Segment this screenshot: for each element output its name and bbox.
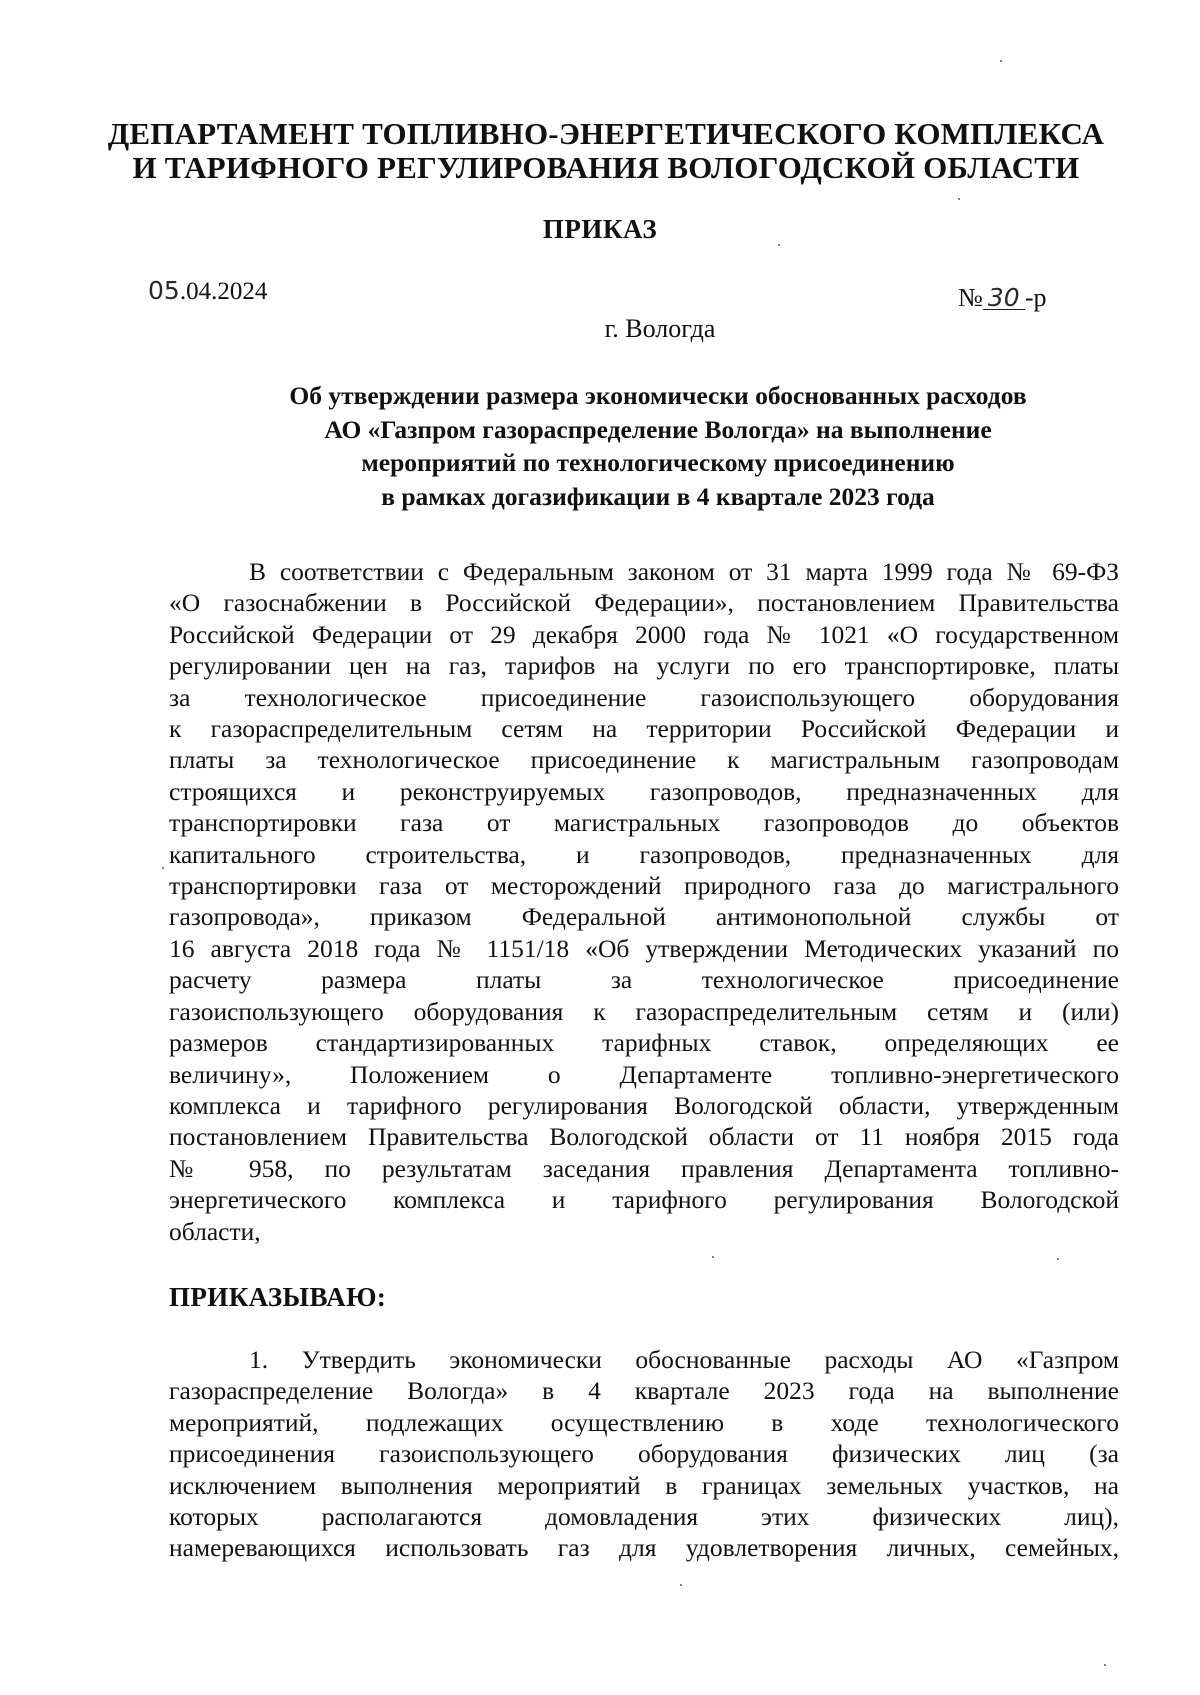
scan-speck xyxy=(778,244,780,246)
subject-line: в рамках догазификации в 4 квартале 2023 года xyxy=(381,481,935,511)
preamble-line: В соответствии с Федеральным законом от 31 марта 1999 года № 69-ФЗ xyxy=(249,557,1119,586)
department-name-line-2: И ТАРИФНОГО РЕГУЛИРОВАНИЯ ВОЛОГОДСКОЙ ОБЛАСТИ xyxy=(132,150,1080,185)
scan-speck xyxy=(680,1584,682,1586)
item-1-line: 1. Утвердить экономически обоснованные расходы АО «Газпром xyxy=(249,1345,1119,1374)
preamble-line: платы за технологическое присоединение к магистральным газопроводам xyxy=(169,745,1119,775)
scan-speck xyxy=(1057,1258,1059,1260)
scan-speck xyxy=(958,198,960,200)
preamble-line: области, xyxy=(169,1216,261,1246)
preamble-line: строящихся и реконструируемых газопроводов, предназначенных для xyxy=(169,776,1119,806)
preamble-line: газоиспользующего оборудования к газораспределительным сетям и (или) xyxy=(169,996,1119,1026)
order-date-handwritten-day: 05 xyxy=(148,276,180,305)
scan-speck xyxy=(1000,60,1002,62)
order-directive-heading: ПРИКАЗЫВАЮ: xyxy=(169,1282,387,1312)
order-number xyxy=(958,283,1046,313)
order-number-prefix: № xyxy=(958,283,983,312)
scan-speck xyxy=(162,867,164,869)
scan-speck xyxy=(1104,1664,1106,1666)
preamble-line: величину», Положением о Департаменте топливно-энергетического xyxy=(169,1059,1119,1089)
item-1-line: газораспределение Вологда» в 4 квартале 2023 года на выполнение xyxy=(169,1376,1119,1406)
item-1-line: намеревающихся использовать газ для удовлетворения личных, семейных, xyxy=(169,1533,1119,1563)
department-name-line-1: ДЕПАРТАМЕНТ ТОПЛИВНО-ЭНЕРГЕТИЧЕСКОГО КОМПЛЕКСА xyxy=(107,116,1105,151)
preamble-line: газопровода», приказом Федеральной антимонопольной службы от xyxy=(169,902,1119,932)
preamble-line: транспортировки газа от месторождений природного газа до магистрального xyxy=(169,871,1119,901)
subject-line: АО «Газпром газораспределение Вологда» на выполнение xyxy=(324,414,992,444)
item-1-line: присоединения газоиспользующего оборудования физических лиц (за xyxy=(169,1439,1119,1469)
preamble-line: № 958, по результатам заседания правления Департамента топливно- xyxy=(169,1153,1119,1183)
subject-line: мероприятий по технологическому присоединению xyxy=(361,448,955,477)
order-date-printed: .04.2024 xyxy=(179,278,268,305)
preamble-line: расчету размера платы за технологическое присоединение xyxy=(169,965,1119,995)
preamble-line: регулировании цен на газ, тарифов на услуги по его транспортировке, платы xyxy=(169,651,1119,681)
preamble-line: комплекса и тарифного регулирования Вологодской области, утвержденным xyxy=(169,1090,1119,1120)
preamble-line: капитального строительства, и газопроводов, предназначенных для xyxy=(169,839,1119,869)
scan-speck xyxy=(712,1256,714,1258)
preamble-line: 16 августа 2018 года № 1151/18 «Об утверждении Методических указаний по xyxy=(169,933,1119,963)
order-date xyxy=(148,276,267,307)
item-1-line: исключением выполнения мероприятий в границах земельных участков, на xyxy=(169,1470,1119,1500)
preamble-line: за технологическое присоединение газоиспользующего оборудования xyxy=(169,682,1119,712)
order-item-1 xyxy=(169,1344,1119,1564)
preamble-line: постановлением Правительства Вологодской области от 11 ноября 2015 года xyxy=(169,1122,1119,1152)
preamble-line: к газораспределительным сетям на территории Российской Федерации и xyxy=(169,714,1119,744)
preamble-line: транспортировки газа от магистральных газопроводов до объектов xyxy=(169,808,1119,838)
document-type-title: ПРИКАЗ xyxy=(542,214,658,244)
order-number-suffix: -р xyxy=(1024,283,1047,312)
preamble-paragraph xyxy=(169,556,1119,1247)
subject-line: Об утверждении размера экономически обоснованных расходов xyxy=(289,381,1027,410)
item-1-line: которых располагаются домовладения этих физических лиц), xyxy=(169,1502,1119,1532)
city-name: г. Вологда xyxy=(604,314,716,343)
preamble-line: Российской Федерации от 29 декабря 2000 года № 1021 «О государственном xyxy=(169,619,1119,649)
order-subject xyxy=(58,379,1200,513)
preamble-line: энергетического комплекса и тарифного регулирования Вологодской xyxy=(169,1185,1119,1215)
order-number-handwritten: 30 xyxy=(983,287,1025,310)
preamble-line: размеров стандартизированных тарифных ставок, определяющих ее xyxy=(169,1028,1119,1058)
item-1-line: мероприятий, подлежащих осуществлению в ходе технологического xyxy=(169,1407,1119,1437)
preamble-line: «О газоснабжении в Российской Федерации», постановлением Правительства xyxy=(169,588,1119,618)
